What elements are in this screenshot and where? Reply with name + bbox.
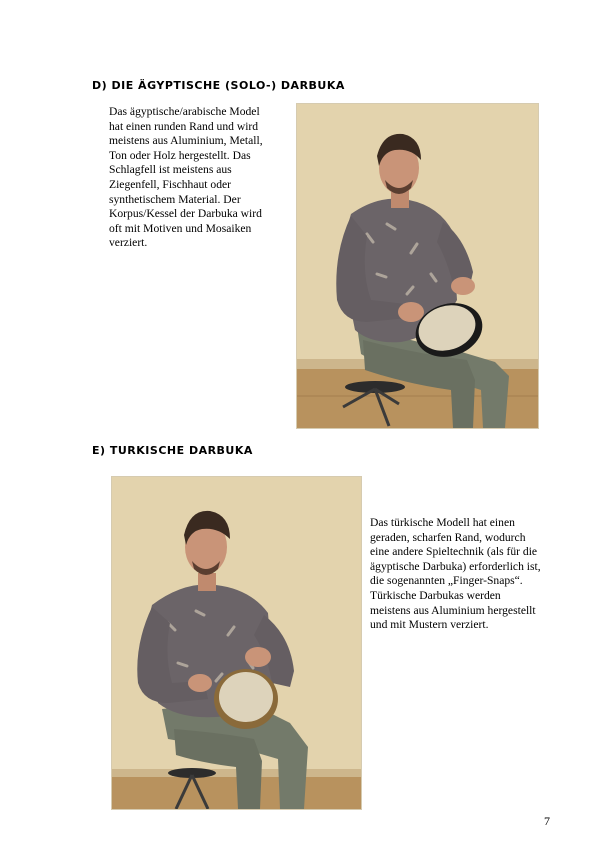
egyptian-darbuka-description: Das ägyptische/arabische Model hat einen runden Rand und wird meistens aus Aluminium, Metall, Ton oder Holz hergestellt. Das Schlagfell ist meistens aus Ziegenfell, Fischhaut oder synthetischem Material. Der Korpus/Kessel der Darbuka wird oft mit Motiven und Mosaiken verziert.	[109, 105, 263, 250]
section-heading-egyptian-darbuka: D) DIE ÄGYPTISCHE (SOLO-) DARBUKA	[92, 79, 345, 92]
photo-turkish-darbuka-player	[111, 476, 362, 810]
turkish-darbuka-player-illustration	[112, 477, 361, 809]
turkish-darbuka-description: Das türkische Modell hat einen geraden, scharfen Rand, wodurch eine andere Spieltechnik (als für die ägyptische Darbuka) erforderlich ist, die sogenannten „Finger-Snaps“. Türkische Darbukas werden meistens aus Aluminium hergestellt und mit Mustern verziert.	[370, 516, 541, 632]
page-number: 7	[544, 814, 550, 828]
egyptian-darbuka-player-illustration	[297, 104, 538, 428]
photo-egyptian-darbuka-player	[296, 103, 539, 429]
section-heading-turkish-darbuka: E) TURKISCHE DARBUKA	[92, 444, 253, 457]
